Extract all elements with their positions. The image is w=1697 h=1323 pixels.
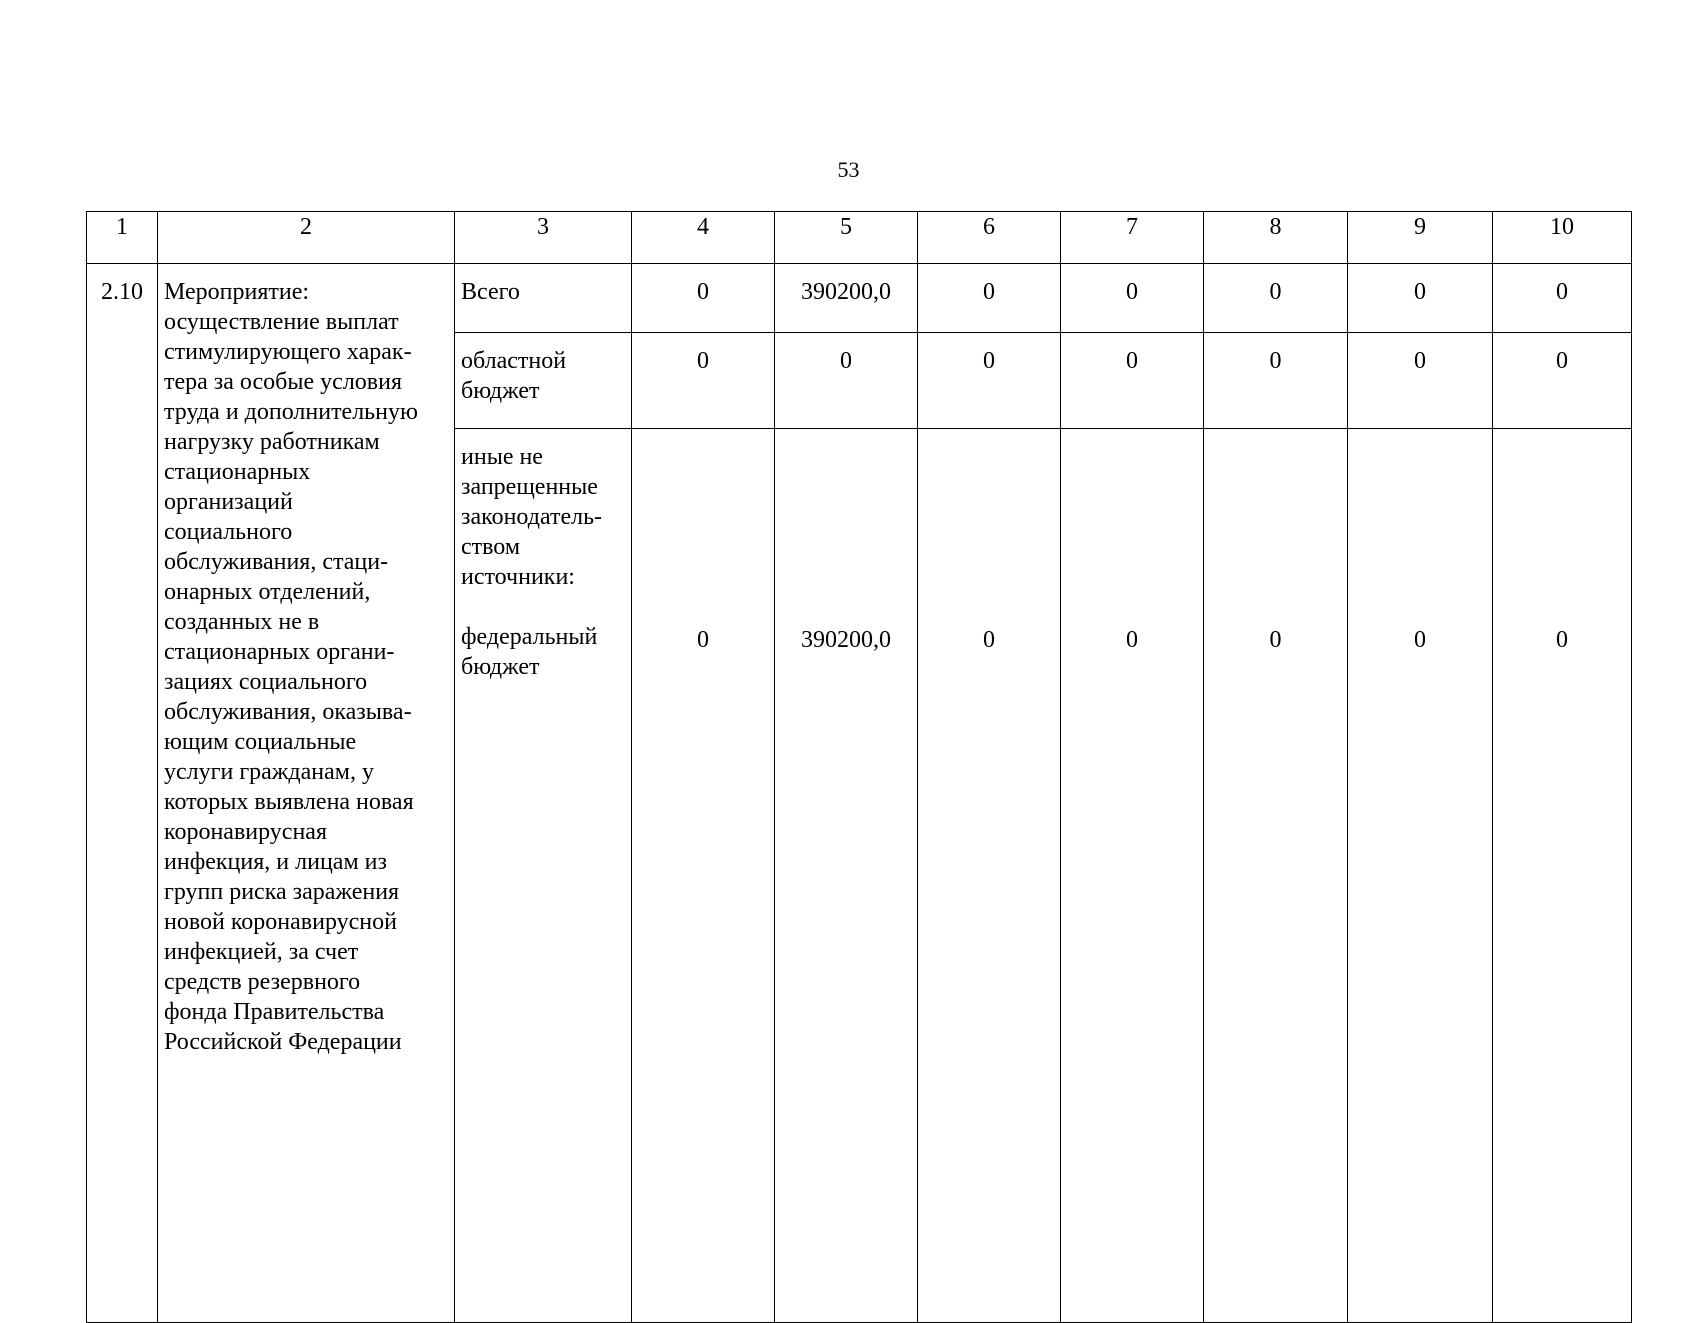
- value-cell: 0: [1204, 333, 1348, 429]
- value-cell: 0: [1493, 333, 1632, 429]
- value-cell: 0: [1348, 333, 1493, 429]
- description-line: организаций: [164, 489, 293, 515]
- value-cell: 0: [1348, 264, 1493, 333]
- funding-source-regional: [455, 333, 632, 429]
- description-line: созданных не в: [164, 609, 320, 635]
- value-cell: 390200,0: [775, 264, 918, 333]
- value-cell: 0: [632, 429, 775, 1323]
- column-header: 8: [1204, 212, 1348, 264]
- description-line: которых выявлена новая: [164, 789, 414, 815]
- column-header: 1: [87, 212, 158, 264]
- other-sources-label: [461, 442, 625, 604]
- description-line: инфекция, и лицам из: [164, 849, 387, 875]
- description-line: коронавирусная: [164, 819, 327, 845]
- source-line: ством: [461, 534, 521, 560]
- source-line: иные не: [461, 444, 543, 470]
- description-line: инфекцией, за счет: [164, 939, 359, 965]
- description-line: групп риска заражения: [164, 879, 400, 905]
- value-cell: 390200,0: [775, 429, 918, 1323]
- source-line: бюджет: [461, 378, 540, 404]
- description-line: онарных отделений,: [164, 579, 371, 605]
- description-line: стационарных органи-: [164, 639, 395, 665]
- federal-budget-label: [461, 604, 625, 682]
- description-line: стационарных: [164, 459, 311, 485]
- description-line: нагрузку работникам: [164, 429, 380, 455]
- description-line: Российской Федерации: [164, 1029, 402, 1055]
- column-header: 3: [455, 212, 632, 264]
- value-cell: 0: [1493, 264, 1632, 333]
- description-line: труда и дополнительную: [164, 399, 418, 425]
- column-header: 5: [775, 212, 918, 264]
- value-cell: 0: [918, 429, 1061, 1323]
- description-line: новой коронавирусной: [164, 909, 397, 935]
- value-cell: 0: [1204, 429, 1348, 1323]
- description-line: Мероприятие:: [164, 279, 310, 305]
- value-cell: 0: [1061, 333, 1204, 429]
- description-line: обслуживания, стаци-: [164, 549, 389, 575]
- table-header-row: [87, 212, 1632, 264]
- description-line: стимулирующего харак-: [164, 339, 412, 365]
- description-line: обслуживания, оказыва-: [164, 699, 412, 725]
- value-cell: 0: [918, 333, 1061, 429]
- value-cell: 0: [632, 333, 775, 429]
- value-cell: 0: [1348, 429, 1493, 1323]
- column-header: 2: [158, 212, 455, 264]
- column-header: 9: [1348, 212, 1493, 264]
- description-line: зациях социального: [164, 669, 368, 695]
- source-line: федеральный: [461, 624, 598, 650]
- description-line: осуществление выплат: [164, 309, 399, 335]
- source-line: запрещенные: [461, 474, 598, 500]
- description-line: услуги гражданам, у: [164, 759, 374, 785]
- column-header: 6: [918, 212, 1061, 264]
- funding-source-other: [455, 429, 632, 1323]
- description-line: фонда Правительства: [164, 999, 385, 1025]
- financing-table: [86, 211, 1632, 1323]
- activity-description: [158, 264, 455, 1323]
- value-cell: 0: [1204, 264, 1348, 333]
- source-line: областной: [461, 348, 567, 374]
- value-cell: 0: [1061, 429, 1204, 1323]
- value-cell: 0: [632, 264, 775, 333]
- value-cell: 0: [918, 264, 1061, 333]
- item-number: 2.10: [87, 264, 158, 1323]
- source-line: источники:: [461, 564, 575, 590]
- column-header: 4: [632, 212, 775, 264]
- description-line: ющим социальные: [164, 729, 357, 755]
- description-line: социального: [164, 519, 293, 545]
- description-line: тера за особые условия: [164, 369, 403, 395]
- column-header: 7: [1061, 212, 1204, 264]
- table-row-total: [87, 264, 1632, 333]
- description-line: средств резервного: [164, 969, 361, 995]
- value-cell: 0: [775, 333, 918, 429]
- page-number: 53: [837, 157, 860, 182]
- source-line: законодатель-: [461, 504, 603, 530]
- funding-source-total: Всего: [455, 264, 632, 333]
- column-header: 10: [1493, 212, 1632, 264]
- value-cell: 0: [1493, 429, 1632, 1323]
- source-line: бюджет: [461, 654, 540, 680]
- value-cell: 0: [1061, 264, 1204, 333]
